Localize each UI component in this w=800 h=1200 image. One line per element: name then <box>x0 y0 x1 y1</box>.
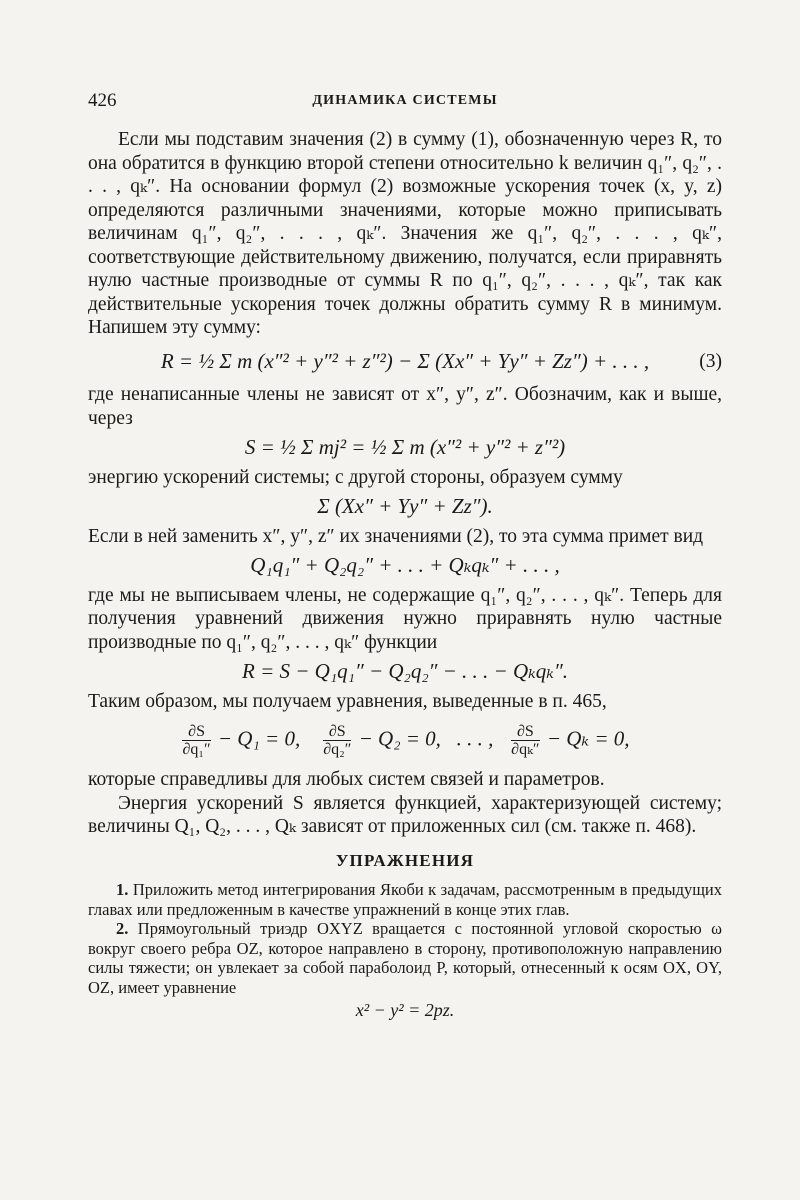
paragraph-7: которые справедливы для любых систем связей и параметров. <box>88 769 605 790</box>
equation-lagrange-rest-2: − Q₂ = 0, <box>358 726 441 751</box>
paragraph-5: где мы не выписываем члены, не содержащие q₁″, q₂″, . . . , qₖ″. Теперь для получения уравнений движения нужно приравнять нулю частные производные по q₁″, q₂″, . . . , qₖ″ функции <box>88 584 722 653</box>
exercises-list <box>88 880 722 1021</box>
running-title: ДИНАМИКА СИСТЕМЫ <box>312 93 498 108</box>
equation-lagrange-rest-k: − Qₖ = 0, <box>546 726 630 751</box>
exercise-1-number: 1. <box>116 880 129 899</box>
paragraph-1: Если мы подставим значения (2) в сумму (1), обозначенную через R, то она обратится в функцию второй степени относительно k величин q₁″, q₂″, . . . , qₖ″. На основании формул (2) возможные ускорения точек (x, y, z) определяются различными значениями, которые можно приписывать величинам q₁″, q₂″, . . . , qₖ″. Значения же q₁″, q₂″, . . . , qₖ″, соответствующие действительному движению, получатся, если приравнять нулю частные производные от суммы R по q₁″, q₂″, . . . , qₖ″, так как действительные ускорения точек должны обратить сумму R в минимум. Напишем эту сумму: <box>88 129 722 338</box>
fraction-2-num: ∂S <box>323 723 351 741</box>
paragraph-6: Таким образом, мы получаем уравнения, выведенные в п. 465, <box>88 690 607 712</box>
fraction-1-num: ∂S <box>182 723 210 741</box>
exercise-1 <box>88 880 722 919</box>
fraction-1 <box>182 723 210 758</box>
exercises-title: УПРАЖНЕНИЯ <box>335 850 475 870</box>
fraction-1-den: ∂q₁″ <box>182 741 211 758</box>
paragraph-4: Если в ней заменить x″, y″, z″ их значениями (2), то эта сумма примет вид <box>88 525 704 547</box>
equation-lagrange <box>88 723 722 758</box>
fraction-k <box>511 723 539 758</box>
equation-sum: Σ (Xx″ + Yy″ + Zz″). <box>317 494 493 518</box>
equation-3-tag: (3) <box>699 350 722 372</box>
page-number: 426 <box>88 90 117 111</box>
exercise-2-text: Прямоугольный триэдр OXYZ вращается с постоянной угловой скоростью ω вокруг своего ребра OZ, которое направлено в сторону, противоположную направлению силы тяжести; он увлекает за собой параболоид P, который, отнесенный к осям OX, OY, OZ, имеет уравнение <box>88 919 723 997</box>
page-body <box>88 128 722 1021</box>
equation-lagrange-rest-1: − Q₁ = 0, <box>217 726 301 751</box>
exercise-2 <box>88 919 722 997</box>
exercise-2-number: 2. <box>116 919 129 938</box>
fraction-2 <box>323 723 351 758</box>
paragraph-2: где ненаписанные члены не зависят от x″, y″, z″. Обозначим, как и выше, через <box>88 384 722 429</box>
equation-3 <box>88 350 722 374</box>
page-header <box>88 90 722 116</box>
equation-lagrange-dots: . . . , <box>456 726 494 751</box>
paragraph-3: энергию ускорений системы; с другой стороны, образуем сумму <box>88 466 623 488</box>
paragraph-8: Энергия ускорений S является функцией, характеризующей систему; величины Q₁, Q₂, . . . , Qₖ зависят от приложенных сил (см. также п. 468). <box>88 792 722 837</box>
equation-3-body: R = ½ Σ m (x″² + y″² + z″²) − Σ (Xx″ + Yy″ + Zz″) + . . . , <box>160 348 650 373</box>
fraction-k-den: ∂qₖ″ <box>511 741 540 758</box>
exercise-1-text: Приложить метод интегрирования Якоби к задачам, рассмотренным в предыдущих главах или предложенным в качестве упражнений в конце этих глав. <box>88 880 723 919</box>
equation-S: S = ½ Σ mj² = ½ Σ m (x″² + y″² + z″²) <box>244 435 566 459</box>
exercise-2-equation: x² − y² = 2pz. <box>355 1000 455 1020</box>
equation-Q: Q₁q₁″ + Q₂q₂″ + . . . + Qₖqₖ″ + . . . , <box>250 553 560 577</box>
fraction-k-num: ∂S <box>511 723 539 741</box>
equation-R: R = S − Q₁q₁″ − Q₂q₂″ − . . . − Qₖqₖ″. <box>242 659 568 683</box>
fraction-2-den: ∂q₂″ <box>323 741 352 758</box>
